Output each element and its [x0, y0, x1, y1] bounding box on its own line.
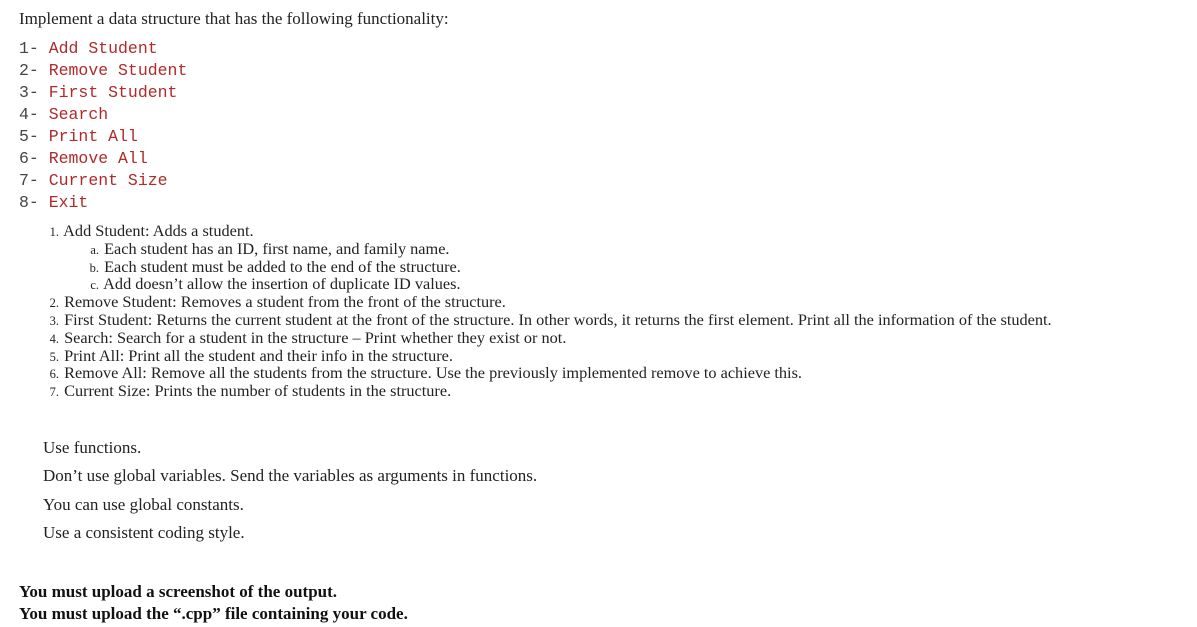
requirement-number: 2. [49, 296, 59, 311]
sub-requirement-text: Add doesn’t allow the insertion of duplicate ID values. [103, 274, 461, 294]
rule-line: Don’t use global variables. Send the variables as arguments in functions. [43, 466, 538, 486]
menu-item-label: Remove All [48, 149, 148, 168]
menu-item-label: Exit [48, 193, 89, 212]
submission-line: You must upload the “.cpp” file containing your code. [19, 604, 408, 623]
menu-item-number: 3- [19, 83, 39, 102]
sub-requirement-letter: a. [90, 242, 99, 257]
requirement-item [40, 364, 1052, 382]
menu-item-number: 6- [19, 149, 39, 168]
sub-requirement-letter: c. [90, 278, 99, 293]
rule-line: Use functions. [43, 438, 142, 457]
requirement-number: 5. [49, 349, 59, 364]
rules-section [43, 436, 537, 550]
requirement-text: First Student: Returns the current student at the front of the structure. In other words, it returns the first element. Print all the information of the student. [64, 309, 1052, 329]
menu-item-number: 7- [19, 171, 39, 190]
requirement-text: Remove Student: Removes a student from the front of the structure. [64, 292, 506, 312]
submission-line: You must upload a screenshot of the output. [19, 582, 338, 601]
menu-item-label: First Student [48, 83, 178, 102]
menu-item [19, 38, 187, 60]
menu-item-number: 1- [19, 39, 39, 58]
requirement-text: Print All: Print all the student and their info in the structure. [64, 345, 453, 365]
menu-item [19, 170, 187, 192]
menu-item [19, 126, 187, 148]
submission-instructions [19, 581, 408, 625]
menu-item-number: 2- [19, 61, 39, 80]
menu-item-number: 5- [19, 127, 39, 146]
menu-item-label: Print All [48, 127, 138, 146]
sub-requirement-item [40, 275, 1052, 293]
sub-requirement-text: Each student has an ID, first name, and family name. [104, 238, 450, 258]
requirement-text: Remove All: Remove all the students from the structure. Use the previously implemented remove to achieve this. [64, 363, 802, 383]
menu-item [19, 104, 187, 126]
rule-line: Use a consistent coding style. [43, 523, 245, 543]
sub-requirement-letter: b. [89, 260, 99, 275]
menu-item-number: 4- [19, 105, 39, 124]
rule-line: You can use global constants. [43, 494, 244, 514]
requirement-item [40, 347, 1052, 365]
sub-requirement-item [40, 240, 1052, 258]
requirement-item [40, 311, 1052, 329]
requirement-item [40, 382, 1052, 400]
requirement-number: 1. [49, 225, 59, 239]
menu-item [19, 60, 187, 82]
requirement-text: Search: Search for a student in the structure – Print whether they exist or not. [64, 327, 567, 347]
requirements-list [40, 222, 1052, 400]
menu-item [19, 192, 187, 214]
requirement-item [40, 329, 1052, 347]
menu-item-label: Search [48, 105, 109, 124]
requirement-item [40, 293, 1052, 311]
intro-text: Implement a data structure that has the following functionality: [19, 9, 449, 28]
requirement-number: 4. [49, 331, 59, 346]
menu-list [19, 38, 187, 214]
requirement-number: 6. [49, 367, 59, 382]
menu-item-label: Remove Student [48, 61, 188, 80]
menu-item [19, 148, 187, 170]
requirement-item [40, 222, 1052, 240]
sub-requirement-item [40, 258, 1052, 276]
menu-item [19, 82, 187, 104]
menu-item-label: Current Size [48, 171, 168, 190]
sub-requirement-text: Each student must be added to the end of the structure. [104, 256, 461, 276]
menu-item-number: 8- [19, 193, 39, 212]
requirement-number: 3. [49, 313, 59, 328]
menu-item-label: Add Student [48, 39, 158, 58]
requirement-number: 7. [49, 385, 59, 400]
requirement-text: Current Size: Prints the number of students in the structure. [64, 381, 452, 401]
requirement-text: Add Student: Adds a student. [63, 221, 254, 240]
